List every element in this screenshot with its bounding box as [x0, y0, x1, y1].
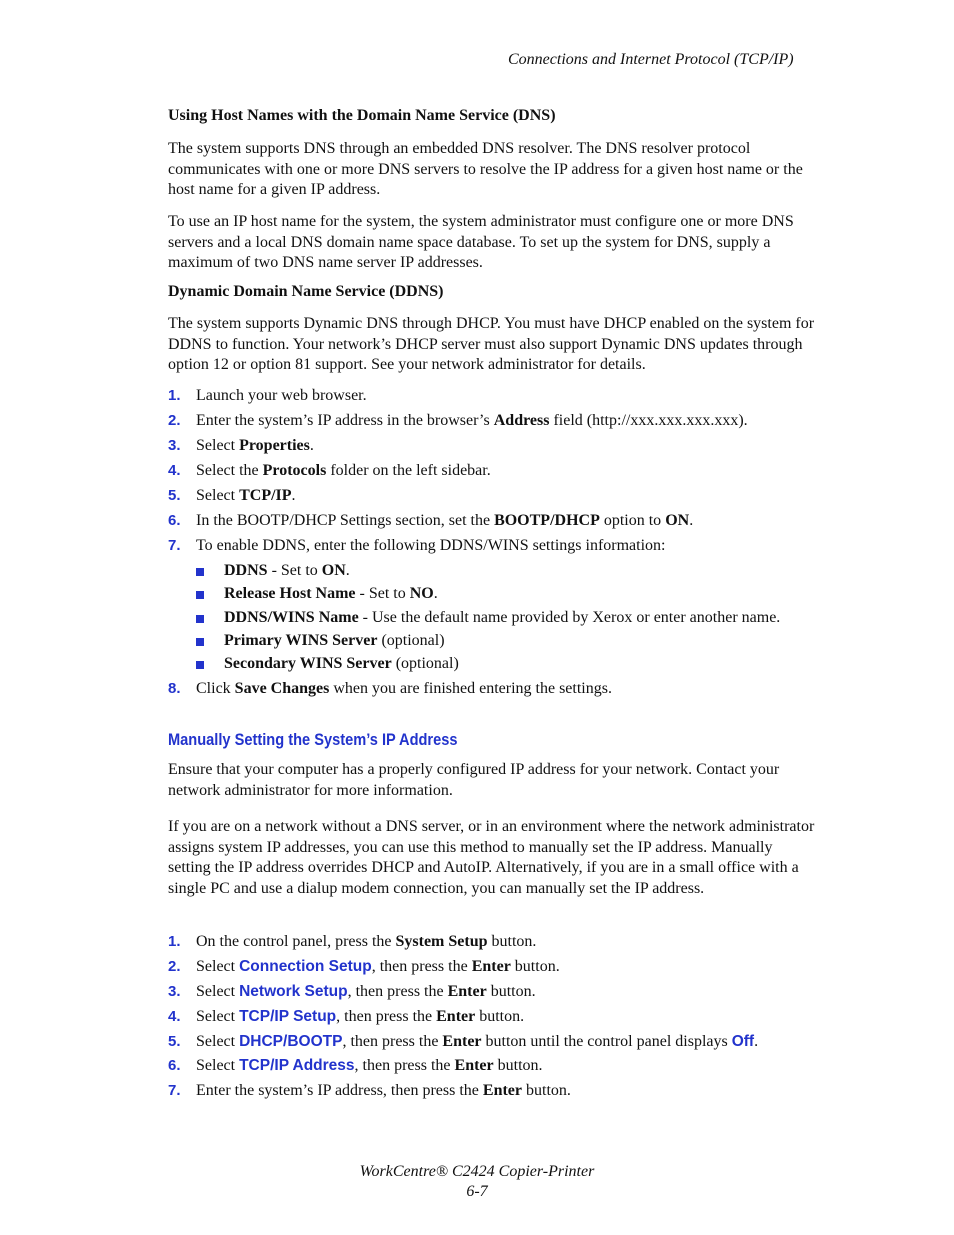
dns-paragraph-1: The system supports DNS through an embedded DNS resolver. The DNS resolver protocol communicates with one or more DNS servers to resolve the IP address for a given host name or the host name for a given IP address. — [168, 140, 803, 198]
ui-label-dhcp-bootp: DHCP/BOOTP — [239, 1033, 343, 1050]
ddns-heading: Dynamic Domain Name Service (DDNS) — [168, 283, 444, 300]
square-bullet-icon — [196, 568, 204, 576]
dns-paragraph-2: To use an IP host name for the system, the system administrator must configure one or more DNS servers and a local DNS domain name space database. To set up the system for DNS, supply a maximum of two DNS name server IP addresses. — [168, 213, 794, 271]
step-number: 7. — [168, 1082, 181, 1099]
step-number: 1. — [168, 933, 181, 950]
step-number: 2. — [168, 958, 181, 975]
ui-label-tcpip-setup: TCP/IP Setup — [239, 1008, 337, 1025]
step-number: 2. — [168, 412, 181, 429]
step-number: 1. — [168, 387, 181, 404]
ui-label-tcpip-address: TCP/IP Address — [239, 1057, 355, 1074]
step-number: 6. — [168, 512, 181, 529]
step-number: 7. — [168, 537, 181, 554]
step-number: 8. — [168, 680, 181, 697]
ui-label-connection-setup: Connection Setup — [239, 958, 372, 975]
dns-heading: Using Host Names with the Domain Name Service (DNS) — [168, 107, 556, 124]
step-number: 4. — [168, 1008, 181, 1025]
square-bullet-icon — [196, 591, 204, 599]
step-number: 3. — [168, 983, 181, 1000]
ui-label-off: Off — [731, 1033, 755, 1050]
footer-page-number: 6-7 — [466, 1183, 488, 1200]
square-bullet-icon — [196, 638, 204, 646]
running-header: Connections and Internet Protocol (TCP/IP) — [508, 51, 794, 68]
ui-label-network-setup: Network Setup — [239, 983, 348, 1000]
step-number: 5. — [168, 487, 181, 504]
step-number: 6. — [168, 1057, 181, 1074]
manual-section-heading: Manually Setting the System’s IP Address — [168, 730, 458, 749]
square-bullet-icon — [196, 615, 204, 623]
step-number: 3. — [168, 437, 181, 454]
ddns-paragraph: The system supports Dynamic DNS through DHCP. You must have DHCP enabled on the system for DDNS to function. Your network’s DHCP server must also support Dynamic DNS updates through option 12 or option 81 support. See your network administrator for details. — [168, 315, 815, 373]
square-bullet-icon — [196, 661, 204, 669]
step-number: 4. — [168, 462, 181, 479]
footer-product: WorkCentre® C2424 Copier-Printer — [359, 1163, 595, 1180]
manual-paragraph-1: Ensure that your computer has a properly configured IP address for your network. Contact your network administrator for more information. — [168, 761, 780, 799]
manual-paragraph-2: If you are on a network without a DNS server, or in an environment where the network administrator assigns system IP addresses, you can use this method to manually set the IP address. Manually setting the IP address overrides DHCP and AutoIP. Alternatively, if you are in a small office with a single PC and use a dialup modem connection, you can manually set the IP address. — [168, 818, 815, 897]
step-number: 5. — [168, 1033, 181, 1050]
